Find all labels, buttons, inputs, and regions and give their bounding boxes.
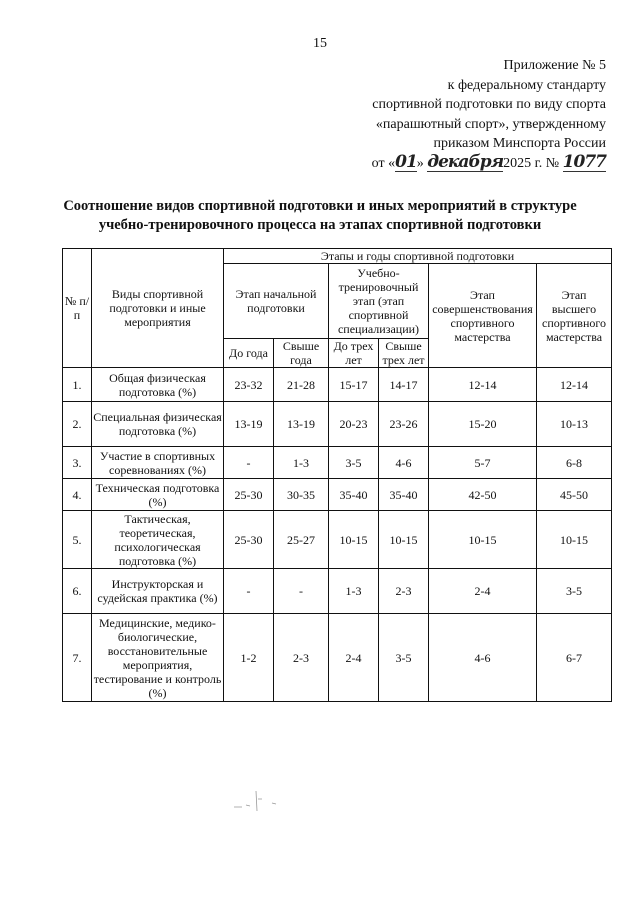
cell-value: - xyxy=(274,569,329,614)
cell-value: 42-50 xyxy=(429,479,537,511)
document-title xyxy=(30,197,610,235)
order-month: декабря xyxy=(427,151,504,172)
row-name: Тактическая, теоретическая, психологическая подготовка (%) xyxy=(92,511,224,569)
cell-value: - xyxy=(224,447,274,479)
cell-value: 10-15 xyxy=(537,511,612,569)
order-prefix: от « xyxy=(371,155,396,171)
table-row xyxy=(63,479,612,511)
row-num: 6. xyxy=(63,569,92,614)
cell-value: 25-30 xyxy=(224,511,274,569)
row-name: Общая физическая подготовка (%) xyxy=(92,368,224,402)
row-name: Специальная физическая подготовка (%) xyxy=(92,402,224,447)
cell-value: 1-2 xyxy=(224,614,274,702)
row-name: Техническая подготовка (%) xyxy=(92,479,224,511)
table-row xyxy=(63,569,612,614)
header-up-to-three: До трех лет xyxy=(329,339,379,368)
cell-value: 4-6 xyxy=(379,447,429,479)
cell-value: 3-5 xyxy=(379,614,429,702)
row-num: 1. xyxy=(63,368,92,402)
table-row xyxy=(63,447,612,479)
header-stages: Этапы и годы спортивной подготовки xyxy=(224,249,612,264)
cell-value: 1-3 xyxy=(329,569,379,614)
title-line-1: Соотношение видов спортивной подготовки и иных мероприятий в структуре xyxy=(63,198,577,214)
cell-value: 15-17 xyxy=(329,368,379,402)
cell-value: 45-50 xyxy=(537,479,612,511)
cell-value: 23-26 xyxy=(379,402,429,447)
annex-line: к федеральному стандарту xyxy=(447,77,606,93)
cell-value: 2-4 xyxy=(329,614,379,702)
header-initial-stage: Этап начальной подготовки xyxy=(224,264,329,339)
ratio-table xyxy=(62,248,612,702)
order-mid: » xyxy=(416,155,424,171)
cell-value: 3-5 xyxy=(329,447,379,479)
table-row xyxy=(63,511,612,569)
row-num: 3. xyxy=(63,447,92,479)
header-improvement-stage: Этап совершенствования спортивного мастерства xyxy=(429,264,537,368)
annex-line: «парашютный спорт», утвержденному xyxy=(375,116,606,132)
order-year: 2025 г. № xyxy=(503,155,560,171)
cell-value: 10-13 xyxy=(537,402,612,447)
cell-value: 10-15 xyxy=(379,511,429,569)
cell-value: 30-35 xyxy=(274,479,329,511)
cell-value: 25-27 xyxy=(274,511,329,569)
row-name: Инструкторская и судейская практика (%) xyxy=(92,569,224,614)
order-number: 1077 xyxy=(562,151,606,172)
header-up-to-year: До года xyxy=(224,339,274,368)
row-num: 7. xyxy=(63,614,92,702)
cell-value: 1-3 xyxy=(274,447,329,479)
row-name: Медицинские, медико-биологические, восстановительные мероприятия, тестирование и контроль (%) xyxy=(92,614,224,702)
cell-value: 4-6 xyxy=(429,614,537,702)
row-name: Участие в спортивных соревнованиях (%) xyxy=(92,447,224,479)
cell-value: - xyxy=(224,569,274,614)
cell-value: 14-17 xyxy=(379,368,429,402)
cell-value: 15-20 xyxy=(429,402,537,447)
header-kinds: Виды спортивной подготовки и иные мероприятия xyxy=(92,249,224,368)
title-line-2: учебно-тренировочного процесса на этапах спортивной подготовки xyxy=(98,217,542,233)
row-num: 5. xyxy=(63,511,92,569)
annex-line: спортивной подготовки по виду спорта xyxy=(372,97,606,112)
order-day: 01 xyxy=(395,151,417,172)
cell-value: 5-7 xyxy=(429,447,537,479)
annex-title: Приложение № 5 xyxy=(503,58,606,73)
cell-value: 12-14 xyxy=(537,368,612,402)
cell-value: 3-5 xyxy=(537,569,612,614)
header-over-three: Свыше трех лет xyxy=(379,339,429,368)
cell-value: 25-30 xyxy=(224,479,274,511)
header-training-stage: Учебно-тренировочный этап (этап спортивной специализации) xyxy=(329,264,429,339)
table-row xyxy=(63,614,612,702)
cell-value: 6-7 xyxy=(537,614,612,702)
cell-value: 6-8 xyxy=(537,447,612,479)
header-over-year: Свыше года xyxy=(274,339,329,368)
header-num: № п/п xyxy=(63,249,92,368)
cell-value: 35-40 xyxy=(379,479,429,511)
page-number: 15 xyxy=(313,36,327,51)
cell-value: 13-19 xyxy=(224,402,274,447)
cell-value: 21-28 xyxy=(274,368,329,402)
scan-artifact xyxy=(232,785,292,815)
row-num: 4. xyxy=(63,479,92,511)
cell-value: 20-23 xyxy=(329,402,379,447)
cell-value: 13-19 xyxy=(274,402,329,447)
order-line xyxy=(286,151,606,174)
row-num: 2. xyxy=(63,402,92,447)
table-row xyxy=(63,402,612,447)
cell-value: 2-4 xyxy=(429,569,537,614)
cell-value: 10-15 xyxy=(329,511,379,569)
cell-value: 2-3 xyxy=(274,614,329,702)
annex-line: приказом Минспорта России xyxy=(433,136,606,151)
cell-value: 23-32 xyxy=(224,368,274,402)
cell-value: 12-14 xyxy=(429,368,537,402)
cell-value: 10-15 xyxy=(429,511,537,569)
cell-value: 35-40 xyxy=(329,479,379,511)
header-highest-stage: Этап высшего спортивного мастерства xyxy=(537,264,612,368)
table-row xyxy=(63,368,612,402)
cell-value: 2-3 xyxy=(379,569,429,614)
annex-block xyxy=(286,56,606,173)
